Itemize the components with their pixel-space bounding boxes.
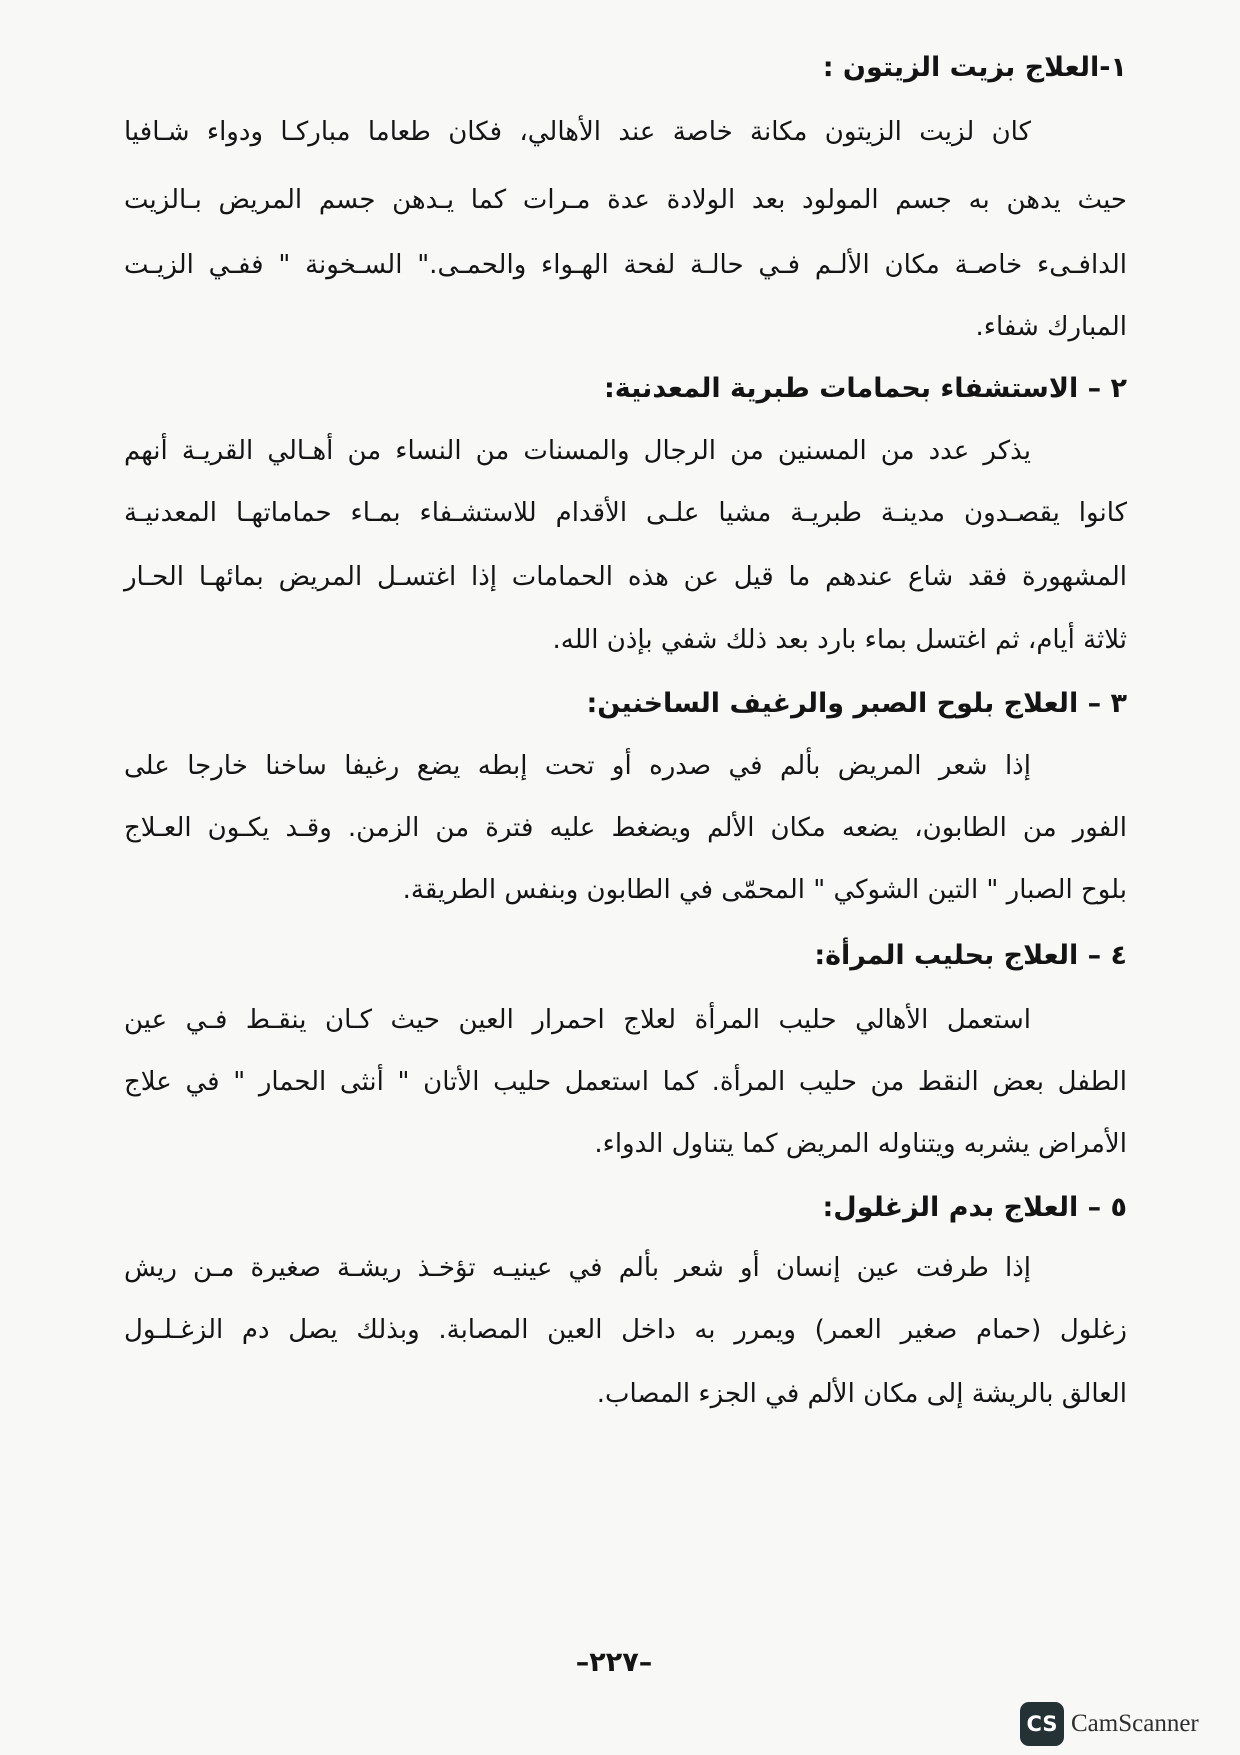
paragraph-line: كان لزيت الزيتون مكانة خاصة عند الأهالي، فكان طعاما مباركـا ودواء شـافيا <box>124 117 1031 147</box>
paragraph-line: يذكر عدد من المسنين من الرجال والمسنات من النساء من أهـالي القريـة أنهم <box>124 436 1031 466</box>
paragraph-line: ثلاثة أيام، ثم اغتسل بماء بارد بعد ذلك شفي بإذن الله. <box>552 625 1127 655</box>
camscanner-logo-letters: CS <box>1026 1712 1058 1736</box>
paragraph-line: الأمراض يشربه ويتناوله المريض كما يتناول الدواء. <box>594 1129 1127 1159</box>
section-heading: ١-العلاج بزيت الزيتون : <box>822 52 1127 83</box>
paragraph-line: حيث يدهن به جسم المولود بعد الولادة عدة مـرات كما يـدهن جسم المريض بـالزيت <box>124 185 1127 215</box>
camscanner-logo-icon <box>1020 1702 1064 1746</box>
paragraph-line: استعمل الأهالي حليب المرأة لعلاج احمرار العين حيث كـان ينقـط فـي عين <box>124 1005 1031 1035</box>
paragraph-line: الطفل بعض النقط من حليب المرأة. كما استعمل حليب الأتان " أنثى الحمار " في علاج <box>124 1067 1127 1097</box>
paragraph-line: الفور من الطابون، يضعه مكان الألم ويضغط عليه فترة من الزمن. وقـد يكـون العـلاج <box>124 813 1127 843</box>
paragraph-line: الدافـىء خاصـة مكان الألـم فـي حالـة لفحة الهـواء والحمـى." السـخونة " ففـي الزيـت <box>124 250 1127 280</box>
section-heading: ٤ – العلاج بحليب المرأة: <box>814 940 1127 971</box>
section-heading: ٥ – العلاج بدم الزغلول: <box>822 1192 1127 1223</box>
paragraph-line: إذا شعر المريض بألم في صدره أو تحت إبطه يضع رغيفا ساخنا خارجا على <box>124 751 1031 781</box>
paragraph-line: كانوا يقصـدون مدينـة طبريـة مشيا علـى الأقدام للاستشـفاء بمـاء حماماتهـا المعدنيـة <box>124 498 1127 528</box>
paragraph-line: زغلول (حمام صغير العمر) ويمرر به داخل العين المصابة. وبذلك يصل دم الزغـلـول <box>124 1315 1127 1345</box>
page-number: –٢٢٧– <box>575 1647 653 1678</box>
paragraph-line: المشهورة فقد شاع عندهم ما قيل عن هذه الحمامات إذا اغتسـل المريض بمائهـا الحـار <box>124 562 1127 592</box>
camscanner-wordmark: CamScanner <box>1071 1710 1199 1737</box>
section-heading: ٢ – الاستشفاء بحمامات طبرية المعدنية: <box>603 373 1127 404</box>
paragraph-line: المبارك شفاء. <box>975 312 1127 342</box>
paragraph-line: بلوح الصبار " التين الشوكي " المحمّى في الطابون وبنفس الطريقة. <box>402 875 1127 905</box>
paragraph-line: العالق بالريشة إلى مكان الألم في الجزء المصاب. <box>596 1379 1127 1409</box>
paragraph-line: إذا طرفت عين إنسان أو شعر بألم في عينيـه تؤخـذ ريشـة صغيرة مـن ريش <box>124 1253 1031 1283</box>
section-heading: ٣ – العلاج بلوح الصبر والرغيف الساخنين: <box>586 688 1127 719</box>
